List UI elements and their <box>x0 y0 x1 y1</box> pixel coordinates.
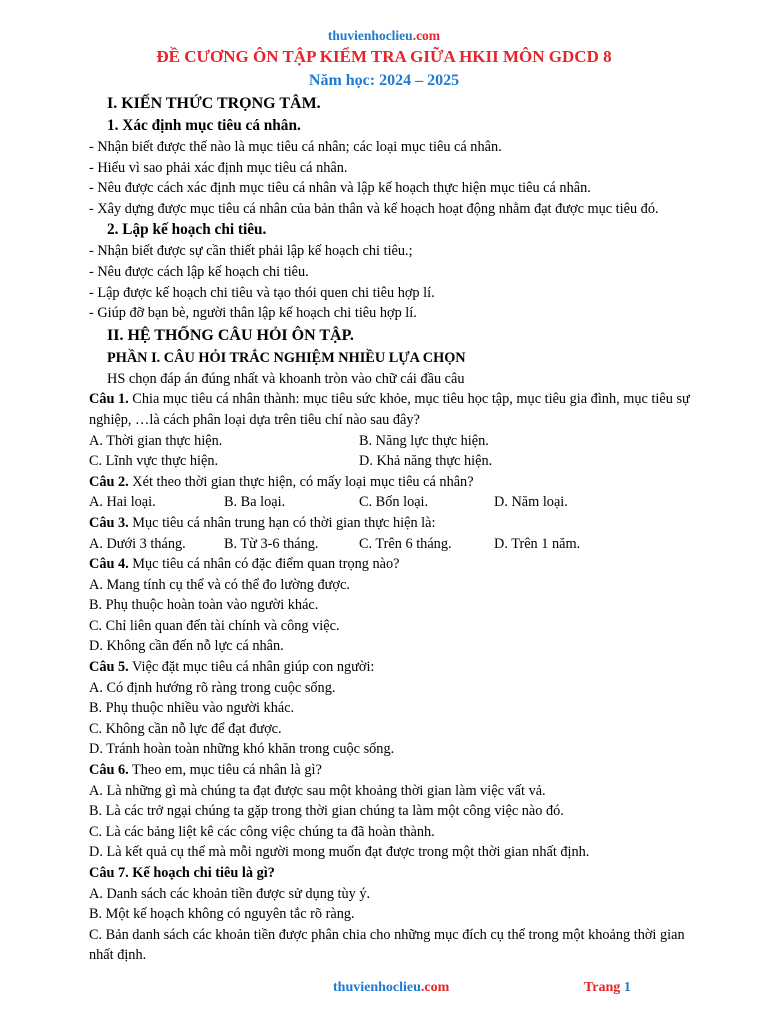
options-row <box>89 431 699 452</box>
part-heading: PHẦN I. CÂU HỎI TRẮC NGHIỆM NHIỀU LỰA CHỌN <box>107 349 466 366</box>
page-footer <box>0 978 768 998</box>
option-b[interactable]: B. Một kế hoạch không có nguyên tắc rõ ràng. <box>89 906 355 923</box>
question-7: Câu 7. Kế hoạch chi tiêu là gì? <box>89 865 275 881</box>
option-d[interactable]: D. Là kết quả cụ thể mà mỗi người mong muốn đạt được trong một thời gian nhất định. <box>89 844 590 861</box>
option-b[interactable]: B. Phụ thuộc hoàn toàn vào người khác. <box>89 597 319 614</box>
list-item: - Xây dựng được mục tiêu cá nhân của bản thân và kế hoạch hoạt động nhằm đạt được mục tiêu đó. <box>89 200 659 217</box>
option-c[interactable]: C. Là các bảng liệt kê các công việc chúng ta đã hoàn thành. <box>89 823 435 840</box>
page-number <box>584 978 631 998</box>
option-c[interactable]: C. Lĩnh vực thực hiện. <box>89 453 219 470</box>
option-c[interactable]: C. Không cần nỗ lực để đạt được. <box>89 720 282 737</box>
question-3 <box>89 513 699 534</box>
option-b[interactable]: B. Là các trở ngại chúng ta gặp trong thời gian chúng ta làm một công việc nào đó. <box>89 803 564 820</box>
subsection-heading-1: 1. Xác định mục tiêu cá nhân. <box>107 117 301 134</box>
options-row <box>89 534 699 555</box>
option-a[interactable]: A. Mang tính cụ thể và có thể đo lường được. <box>89 576 350 593</box>
question-label: Câu 3. <box>89 514 129 531</box>
question-1 <box>89 389 699 430</box>
footer-site-link[interactable] <box>333 978 449 998</box>
header-site-name: thuvienhoclieu <box>327 28 413 43</box>
option-b[interactable]: B. Từ 3-6 tháng. <box>224 535 319 552</box>
list-item: - Lập được kế hoạch chi tiêu và tạo thói quen chi tiêu hợp lí. <box>89 284 435 301</box>
option-b[interactable]: B. Năng lực thực hiện. <box>359 432 489 449</box>
list-item: - Nêu được cách lập kế hoạch chi tiêu. <box>89 263 309 280</box>
option-b[interactable]: B. Phụ thuộc nhiều vào người khác. <box>89 700 295 717</box>
option-c[interactable]: C. Bốn loại. <box>359 494 429 511</box>
question-label: Câu 5. <box>89 659 129 676</box>
list-item: - Hiểu vì sao phải xác định mục tiêu cá nhân. <box>89 159 348 176</box>
question-text: Xét theo thời gian thực hiện, có mấy loại mục tiêu cá nhân? <box>128 473 474 490</box>
question-4 <box>89 554 699 575</box>
question-text: Chia mục tiêu cá nhân thành: mục tiêu sức khỏe, mục tiêu học tập, mục tiêu gia đình, mục tiêu sự nghiệp, …là cách phân loại dựa trên tiêu chí nào sau đây? <box>89 391 690 428</box>
question-5 <box>89 657 699 678</box>
question-2 <box>89 472 699 493</box>
page-number-value: 1 <box>623 980 631 995</box>
document-body <box>89 92 699 966</box>
question-text: Mục tiêu cá nhân có đặc điểm quan trọng nào? <box>128 556 400 573</box>
option-c[interactable]: C. Chỉ liên quan đến tài chính và công việc. <box>89 617 340 634</box>
question-label: Câu 2. <box>89 473 129 490</box>
option-d[interactable]: D. Khả năng thực hiện. <box>359 453 493 470</box>
option-d[interactable]: D. Tránh hoàn toàn những khó khăn trong cuộc sống. <box>89 741 395 758</box>
options-row <box>89 492 699 513</box>
option-a[interactable]: A. Hai loại. <box>89 494 156 511</box>
list-item: - Giúp đỡ bạn bè, người thân lập kế hoạch chi tiêu hợp lí. <box>89 305 417 322</box>
option-d[interactable]: D. Trên 1 năm. <box>494 535 581 552</box>
option-a[interactable]: A. Dưới 3 tháng. <box>89 535 186 552</box>
option-d[interactable]: D. Năm loại. <box>494 494 568 511</box>
footer-site-name: thuvienhoclieu <box>333 980 421 995</box>
school-year: Năm học: 2024 – 2025 <box>308 72 460 89</box>
option-a[interactable]: A. Có định hướng rõ ràng trong cuộc sống. <box>89 679 336 696</box>
list-item: - Nhận biết được thế nào là mục tiêu cá nhân; các loại mục tiêu cá nhân. <box>89 139 502 155</box>
option-c[interactable]: C. Bản danh sách các khoản tiền được phân chia cho những mục đích cụ thể trong một khoảng thời gian nhất định. <box>89 926 685 964</box>
question-label: Câu 1. <box>89 391 129 408</box>
option-d[interactable]: D. Không cần đến nỗ lực cá nhân. <box>89 638 284 655</box>
question-6 <box>89 760 699 781</box>
question-text: Theo em, mục tiêu cá nhân là gì? <box>128 762 322 779</box>
page-label: Trang <box>584 980 624 995</box>
instruction-text: HS chọn đáp án đúng nhất và khoanh tròn vào chữ cái đầu câu <box>107 370 465 387</box>
option-c[interactable]: C. Trên 6 tháng. <box>359 535 452 552</box>
header-site-domain: .com <box>412 28 441 43</box>
question-text: Mục tiêu cá nhân trung hạn có thời gian thực hiện là: <box>128 514 436 531</box>
option-a[interactable]: A. Danh sách các khoản tiền được sử dụng tùy ý. <box>89 885 371 902</box>
question-label: Câu 6. <box>89 762 129 779</box>
subsection-heading-2: 2. Lập kế hoạch chi tiêu. <box>107 221 267 239</box>
list-item: - Nhận biết được sự cần thiết phải lập kế hoạch chi tiêu.; <box>89 243 413 260</box>
option-b[interactable]: B. Ba loại. <box>224 494 286 511</box>
document-title: ĐỀ CƯƠNG ÔN TẬP KIỂM TRA GIỮA HKII MÔN GDCD 8 <box>156 47 612 66</box>
section-heading-2: II. HỆ THỐNG CÂU HỎI ÔN TẬP. <box>107 326 354 344</box>
question-text: Việc đặt mục tiêu cá nhân giúp con người: <box>128 659 375 676</box>
list-item: - Nêu được cách xác định mục tiêu cá nhân và lập kế hoạch thực hiện mục tiêu cá nhân. <box>89 180 591 197</box>
header-site-link[interactable] <box>0 27 768 45</box>
section-heading-1: I. KIẾN THỨC TRỌNG TÂM. <box>107 95 321 112</box>
question-label: Câu 4. <box>89 556 129 573</box>
footer-site-domain: .com <box>420 980 450 995</box>
option-a[interactable]: A. Là những gì mà chúng ta đạt được sau một khoảng thời gian làm việc vất vả. <box>89 782 546 799</box>
options-row <box>89 451 699 472</box>
option-a[interactable]: A. Thời gian thực hiện. <box>89 432 223 449</box>
